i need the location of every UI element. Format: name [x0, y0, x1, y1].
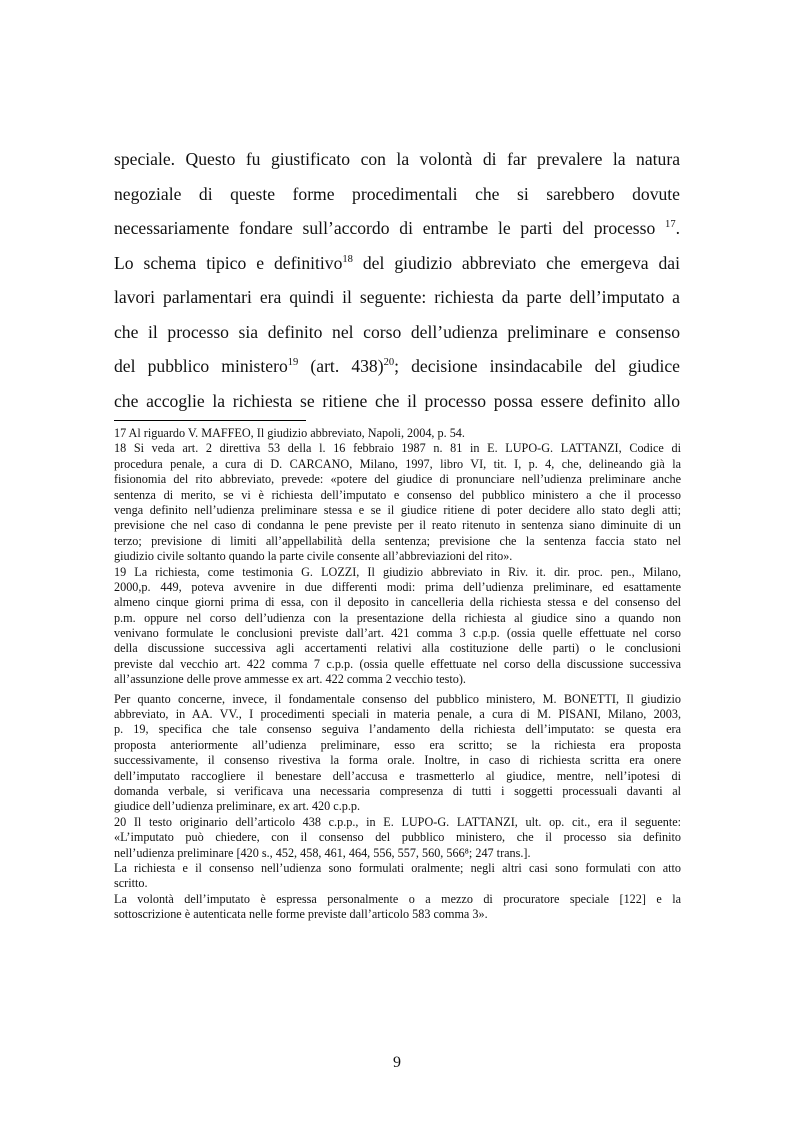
body-line: che accoglie la richiesta se ritiene che il processo possa essere definito allo	[114, 390, 680, 411]
footnote-line: sentenza di merito, se vi è richiesta dell’imputato e consenso del pubblico ministero a che il processo	[114, 487, 681, 502]
body-line: Lo schema tipico e definitivo$^{18}$ del giudizio abbreviato che emergeva dai	[114, 252, 680, 273]
footnote-line: proposta anteriormente all’udienza preliminare, esso era scritto; se la richiesta era proposta	[114, 737, 681, 752]
footnote-line: «L’imputato può chiedere, con il consenso del pubblico ministero, che il processo sia definito	[114, 830, 681, 845]
body-line: speciale. Questo fu giustificato con la volontà di far prevalere la natura	[114, 149, 680, 169]
footnote-ref-17[interactable]: 17	[665, 219, 676, 231]
footnote-line: terzo; previsione di limiti all’appellabilità della sentenza; previsione che la sentenza faccia stato nel	[114, 533, 681, 548]
footnote-line: 18 Si veda art. 2 direttiva 53 della l. 16 febbraio 1987 n. 81 in E. LUPO-G. LATTANZI, Codice di	[114, 441, 681, 456]
footnote-line: sottoscrizione è autenticata nelle forme previste dall’articolo 583 comma 3».	[114, 907, 488, 922]
footnote-line: nell’udienza preliminare [420 s., 452, 458, 461, 464, 556, 557, 560, 566⁸; 247 trans.].	[114, 845, 531, 860]
footnote-18	[114, 441, 681, 564]
footnote-line: La richiesta e il consenso nell’udienza sono formulati oralmente; negli altri casi sono formulati con atto	[114, 860, 681, 875]
body-line: necessariamente fondare sull’accordo di entrambe le parti del processo $^{17}$.	[114, 218, 680, 238]
body-line: lavori parlamentari era quindi il seguente: richiesta da parte dell’imputato a	[114, 287, 680, 307]
footnote-line: previste dal vecchio art. 422 comma 7 c.p.p. (ossia quelle effettuate nel corso della discussione successiva	[114, 656, 681, 671]
footnote-line: 20 Il testo originario dell’articolo 438 c.p.p., in E. LUPO-G. LATTANZI, ult. op. cit., era il seguente:	[114, 814, 681, 829]
footnotes	[114, 426, 681, 923]
footnote-line: abbreviato, in AA. VV., I procedimenti speciali in materia penale, a cura di M. PISANI, Milano, 2003,	[114, 707, 681, 722]
footnote-line: all’assunzione delle prove ammesse ex art. 422 comma 2 vecchio testo).	[114, 672, 466, 687]
body-text	[114, 142, 680, 418]
footnote-line: venivano formulate le conclusioni previste dall’art. 421 comma 3 c.p.p. (ossia quelle effettuate nel corso	[114, 626, 681, 641]
body-line: negoziale di queste forme procedimentali che si sarebbero dovute	[114, 183, 680, 204]
footnote-line: La volontà dell’imputato è espressa personalmente o a mezzo di procuratore speciale [122] e la	[114, 891, 681, 906]
footnote-line: p.m. oppure nel corso dell’udienza con la presentazione della richiesta al giudice sino a quando non	[114, 610, 681, 625]
footnote-line: giudice dell’udienza preliminare, ex art. 420 c.p.p.	[114, 799, 361, 814]
footnote-17	[114, 426, 681, 441]
footnote-line: giudizio civile soltanto quando la parte civile consente all’abbreviazioni del rito».	[114, 549, 513, 564]
footnote-line: domanda verbale, si verificava una necessaria compresenza di tutti i soggetti processuali davanti al	[114, 783, 681, 798]
footnote-19	[114, 565, 681, 815]
footnote-line: 19 La richiesta, come testimonia G. LOZZI, Il giudizio abbreviato in Riv. it. dir. proc. pen., Milano,	[114, 564, 681, 579]
page-number: 9	[393, 1054, 401, 1071]
footnote-20	[114, 815, 681, 923]
footnote-line: procedura penale, a cura di D. CARCANO, Milano, 1997, libro VI, tit. I, p. 4, che, delineando già la	[114, 456, 681, 471]
body-line: del pubblico ministero$^{19}$ (art. 438)$^{20}$; decisione insindacabile del giudice	[114, 356, 680, 376]
footnote-line: venga definito nell’udienza preliminare stessa e se il giudice ritiene di poter decidere allo stato degli atti;	[114, 502, 681, 517]
footnote-line: 2000,p. 449, poteva avvenire in due differenti modi: prima dell’udienza preliminare, ed esattamente	[114, 579, 681, 594]
footnote-ref-19[interactable]: 19	[287, 357, 299, 369]
footnote-line: 17 Al riguardo V. MAFFEO, Il giudizio abbreviato, Napoli, 2004, p. 54.	[114, 426, 465, 440]
footnote-line: scritto.	[114, 876, 148, 891]
footnote-line: almeno cinque giorni prima di essa, con il deposito in cancelleria della richiesta stessa e del consenso del	[114, 595, 681, 610]
footnote-line: dell’imputato raccogliere il benestare dell’accusa e trasmetterlo al giudice, mentre, nell’ipotesi di	[114, 768, 681, 783]
footnote-ref-20[interactable]: 20	[383, 357, 395, 369]
footnote-ref-18[interactable]: 18	[342, 253, 353, 265]
footnote-separator	[114, 420, 306, 421]
footnote-line: Per quanto concerne, invece, il fondamentale consenso del pubblico ministero, M. BONETTI, Il giudizio	[114, 691, 681, 706]
footnote-line: fisionomia del rito abbreviato, prevede: «potere del giudice di pronunciare nell’udienza preliminare anche	[114, 472, 681, 487]
footnote-line: successivamente, il consenso rivestiva la forma orale. Inoltre, in caso di richiesta scritta era onere	[114, 753, 681, 768]
body-line: che il processo sia definito nel corso dell’udienza preliminare e consenso	[114, 321, 680, 342]
footnote-line: previsione che nel caso di condanna le pene previste per il reato ritenuto in sentenza siano diminuite di un	[114, 518, 681, 533]
footnote-line: della discussione successiva agli accertamenti relativi alla costituzione delle parti) o le conclusioni	[114, 641, 681, 656]
footnote-line: p. 19, specifica che tale consenso seguiva l’andamento della richiesta dell’imputato: se questa era	[114, 722, 681, 737]
